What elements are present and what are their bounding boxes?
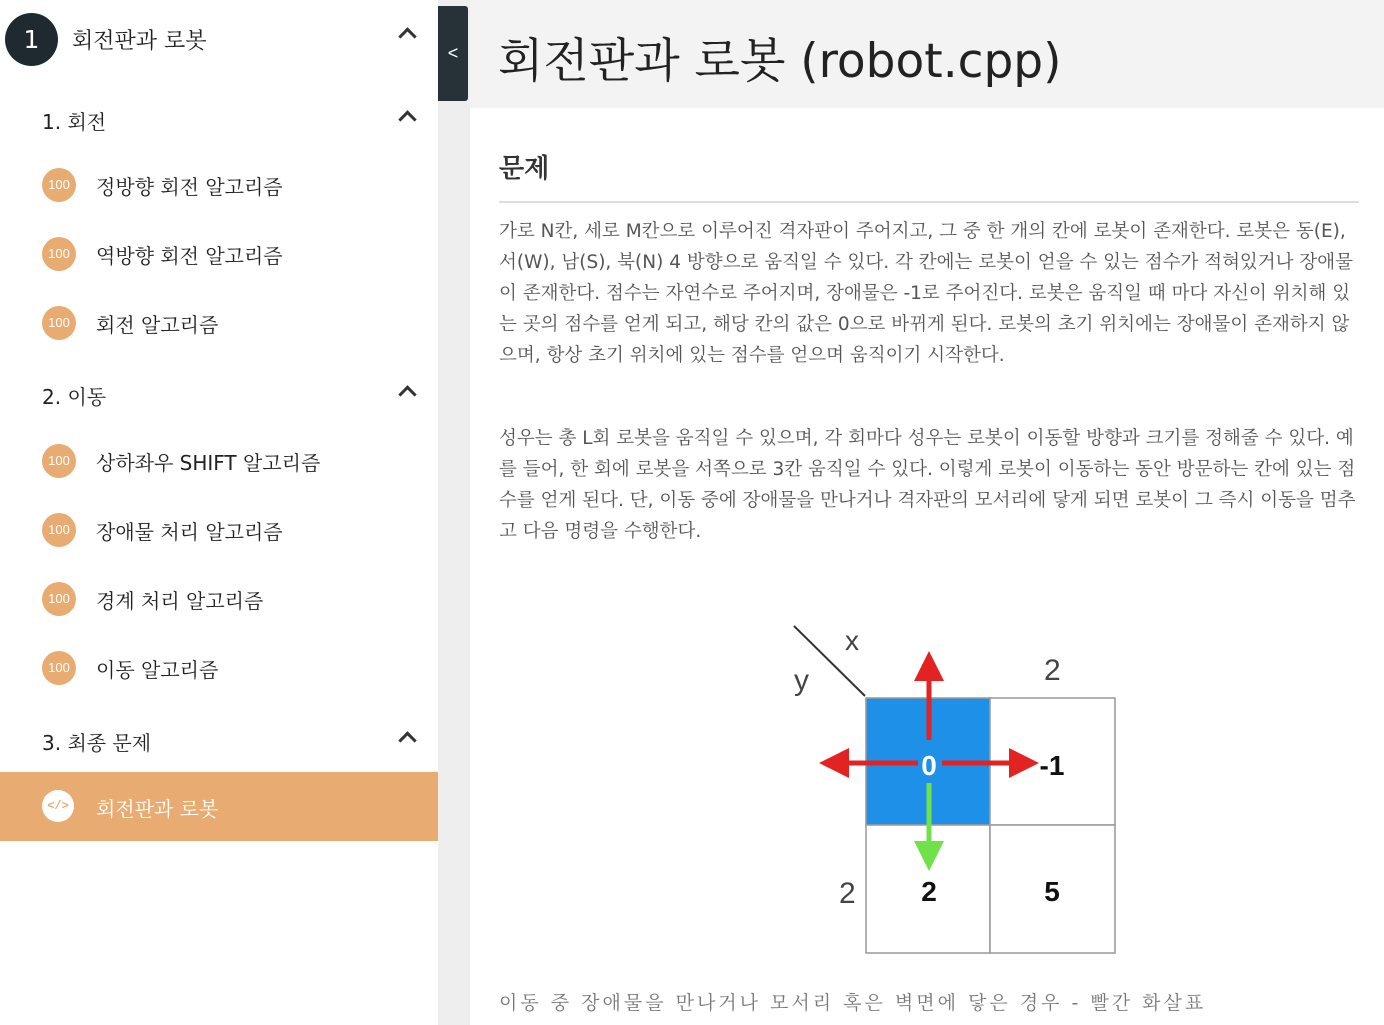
lesson-label: 역방향 회전 알고리즘 [96, 244, 283, 268]
cell-value: -1 [1039, 750, 1065, 781]
section-title-movement[interactable]: 2. 이동 [42, 385, 107, 409]
page-header [470, 0, 1384, 108]
lesson-label: 정방향 회전 알고리즘 [96, 175, 283, 199]
lesson-item[interactable] [0, 288, 438, 357]
x-axis-label: x [845, 625, 859, 656]
row-count-label: 2 [839, 877, 856, 910]
sidebar-toggle-button[interactable]: < [438, 6, 468, 101]
score-badge: 100 [42, 168, 76, 202]
cell-value: 2 [921, 876, 937, 907]
score-badge: 100 [42, 306, 76, 340]
lesson-label: 회전 알고리즘 [96, 313, 219, 337]
chevron-up-icon[interactable] [398, 385, 416, 403]
lesson-label: 경계 처리 알고리즘 [96, 589, 264, 613]
column-count-label: 2 [1044, 654, 1061, 687]
sidebar [0, 0, 438, 1025]
score-badge: 100 [42, 651, 76, 685]
score-badge: 100 [42, 237, 76, 271]
lesson-label: 이동 알고리즘 [96, 658, 219, 682]
lesson-item-active[interactable] [0, 772, 438, 841]
lesson-label: 회전판과 로봇 [96, 797, 219, 821]
lesson-label: 장애물 처리 알고리즘 [96, 520, 283, 544]
lesson-item[interactable] [0, 633, 438, 702]
section-title-rotation[interactable]: 1. 회전 [42, 110, 107, 134]
lesson-item[interactable] [0, 495, 438, 564]
score-badge: 100 [42, 582, 76, 616]
lesson-item[interactable] [0, 150, 438, 219]
problem-paragraph: 가로 N칸, 세로 M칸으로 이루어진 격자판이 주어지고, 그 중 한 개의 칸에 로봇이 존재한다. 로봇은 동(E), 서(W), 남(S), 북(N) 4 방향으로 움직일 수 있다. 각 칸에는 로봇이 얻을 수 있는 점수가 적혀있거나 장애물이 존재한다. 점수는 자연수로 주어지며, 장애물은 -1로 주어진다. 로봇은 움직일 때 마다 자신이 위치해 있는 곳의 점수를 얻게 되고, 해당 칸의 값은 0으로 바뀌게 된다. 로봇의 초기 위치에는 장애물이 존재하지 않으며, 항상 초기 위치에 있는 점수를 얻으며 움직이기 시작한다. [499, 221, 1354, 366]
cell-value: 5 [1044, 876, 1060, 907]
lesson-label: 상하좌우 SHIFT 알고리즘 [96, 451, 321, 475]
chevron-up-icon[interactable] [398, 110, 416, 128]
lesson-item[interactable] [0, 564, 438, 633]
cell-value: 0 [921, 750, 937, 781]
chevron-up-icon[interactable] [398, 27, 416, 45]
y-axis-label: y [794, 664, 809, 697]
lesson-item[interactable] [0, 219, 438, 288]
unit-number-badge: 1 [5, 13, 58, 66]
score-badge: 100 [42, 444, 76, 478]
sidebar-divider [438, 0, 470, 1025]
figure-caption: 이동 중 장애물을 만나거나 모서리 혹은 벽면에 닿은 경우 - 빨간 화살표 [499, 992, 1207, 1014]
heading-divider [499, 201, 1359, 203]
grid-figure [790, 618, 1130, 963]
page-title: 회전판과 로봇 (robot.cpp) [498, 34, 1062, 89]
code-icon: </> [42, 790, 74, 822]
unit-header[interactable] [0, 0, 438, 80]
chevron-up-icon[interactable] [398, 731, 416, 749]
problem-heading: 문제 [499, 154, 550, 184]
section-title-final[interactable]: 3. 최종 문제 [42, 731, 152, 755]
unit-title: 회전판과 로봇 [72, 29, 207, 54]
lesson-item[interactable] [0, 426, 438, 495]
score-badge: 100 [42, 513, 76, 547]
problem-paragraph: 성우는 총 L회 로봇을 움직일 수 있으며, 각 회마다 성우는 로봇이 이동할 방향과 크기를 정해줄 수 있다. 예를 들어, 한 회에 로봇을 서쪽으로 3칸 움직일 수 있다. 이렇게 로봇이 이동하는 동안 방문하는 칸에 있는 점수를 얻게 된다. 단, 이동 중에 장애물을 만나거나 격자판의 모서리에 닿게 되면 로봇이 그 즉시 이동을 멈추고 다음 명령을 수행한다. [499, 428, 1356, 542]
problem-content [470, 108, 1384, 1025]
